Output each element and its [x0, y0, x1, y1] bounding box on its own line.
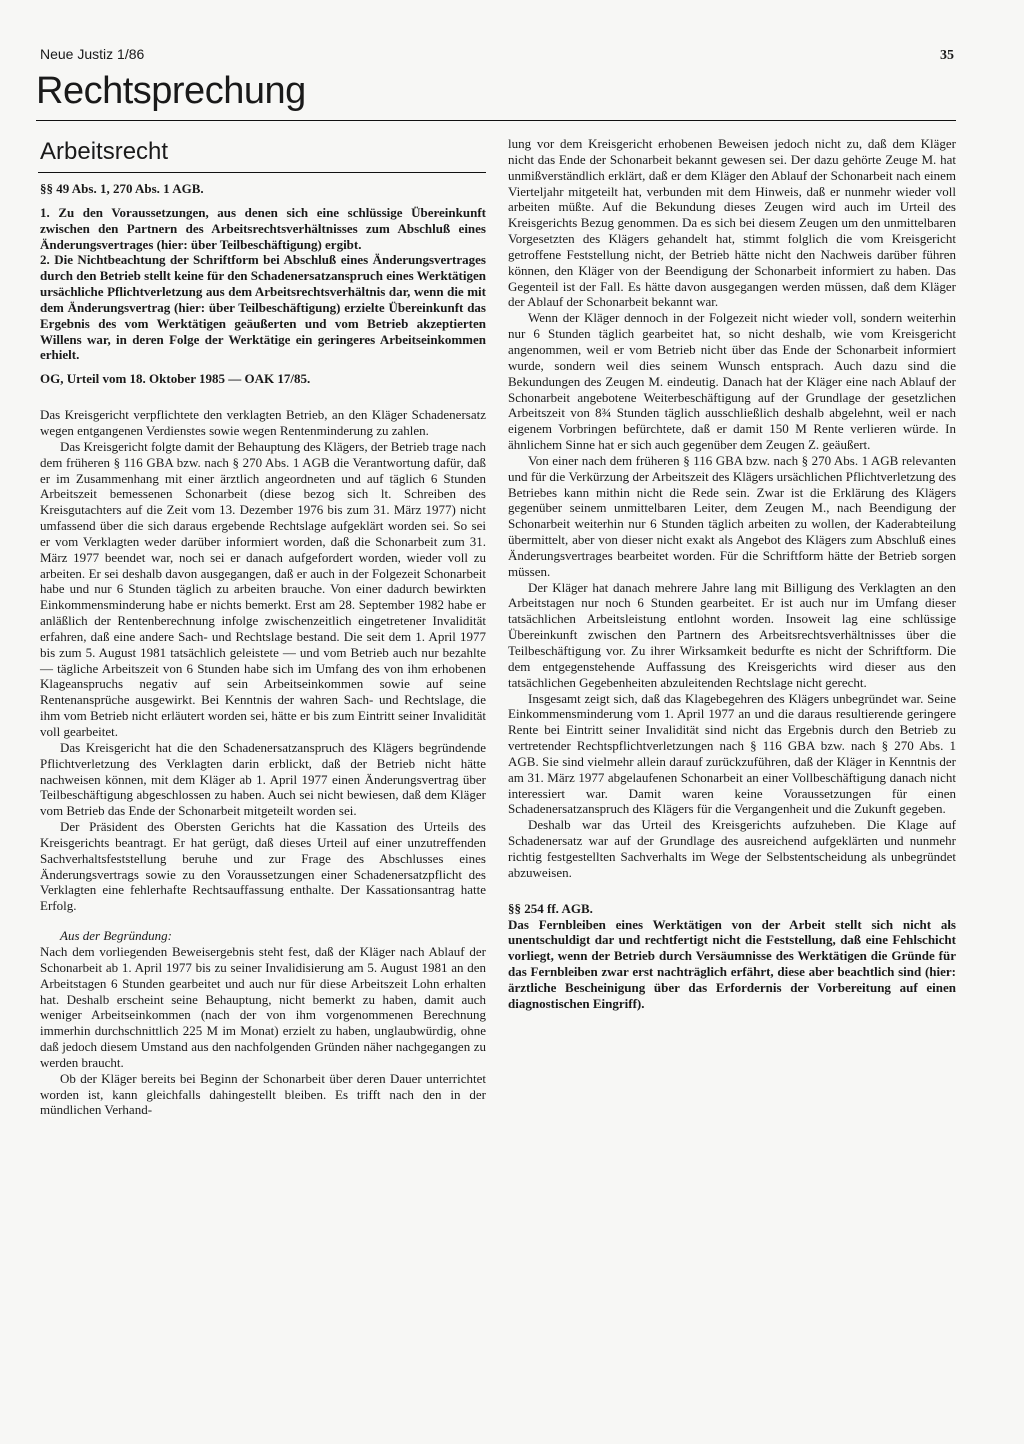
right-column [508, 136, 956, 1012]
paragraph: Der Kläger hat danach mehrere Jahre lang mit Billigung des Verklagten an den Arbeitstagen nur noch 6 Stunden gearbeitet. Er ist auch nur im Umfang dieser tatsächlichen Arbeitsleistung entlohnt worden. Insoweit lag eine schlüssige Übereinkunft zwischen den Partnern des Arbeitsrechtsverhältnisses über die Teilbeschäftigung vor. Zu ihrer Wirksamkeit bedurfte es nicht der Schriftform. Die dem entgegenstehende Auffassung des Kreisgerichts wird dieser aus den tatsächlichen Gegebenheiten abzuleitenden Rechtslage nicht gerecht. [508, 579, 956, 690]
paragraph: Deshalb war das Urteil des Kreisgerichts aufzuheben. Die Klage auf Schadenersatz war auf der Grundlage des ausreichend aufgeklärten und nunmehr richtig festgestellten Sachverhalts im Wege der Selbstentscheidung als unbegründet abzuweisen. [508, 817, 956, 880]
paragraph: Das Kreisgericht verpflichtete den verklagten Betrieb, an den Kläger Schadenersatz wegen entgangenen Verdienstes sowie wegen Rentenminderung zu zahlen. [40, 407, 486, 438]
paragraph: Das Kreisgericht hat die den Schadenersatzanspruch des Klägers begründende Pflichtverletzung des Verklagten darin erblickt, daß der Betrieb nicht hätte nachweisen können, mit dem Kläger ab 1. April 1977 einen Änderungsvertrag über Teilbeschäftigung abgeschlossen zu haben. Auch sei nicht bewiesen, daß dem Kläger vom Betrieb das Ende der Schonarbeit mitgeteilt worden sei. [40, 739, 486, 819]
paragraph: Von einer nach dem früheren § 116 GBA bzw. nach § 270 Abs. 1 AGB relevanten und für die Verkürzung der Arbeitszeit des Klägers ursächlichen Pflichtverletzung des Betriebes kann mithin nicht die Rede sein. Zwar ist die Erklärung des Klägers gegenüber seinem unmittelbaren Leiter, dem Zeugen M., nach Beendigung der Schonarbeit weiterhin nur 6 Stunden täglich arbeiten zu wollen, der Kaderabteilung übermittelt, aber von dieser nicht exakt als Angebot des Klägers zum Abschluß eines Änderungsvertrages bearbeitet worden. Für die Schriftform hätte der Betrieb sorgen müssen. [508, 452, 956, 579]
citation: §§ 254 ff. AGB. [508, 900, 593, 916]
headnote: Das Fernbleiben eines Werktätigen von der Arbeit stellt sich nicht als unentschuldigt dar und rechtfertigt nicht die Feststellung, daß eine Fehlschicht vorliegt, wenn der Betrieb durch Versäumnisse des Werktätigen die Gründe für das Fernbleiben zwar erst nachträglich erfährt, diese aber beachtlich sind (hier: ärztliche Bescheinigung über das Erfordernis der Vorbereitung auf einen diagnostischen Eingriff). [508, 916, 956, 1011]
header-rule [36, 120, 956, 121]
journal-title: Neue Justiz 1/86 [40, 46, 145, 62]
paragraph: Nach dem vorliegenden Beweisergebnis steht fest, daß der Kläger nach Ablauf der Schonarbeit ab 1. April 1977 bis zu seiner Invalidisierung am 5. August 1981 an den Arbeitstagen 6 Stunden gearbeitet und auch nur für diese Arbeitszeit Lohn erhalten hat. Deshalb erscheint seine Behauptung, nicht bemerkt zu haben, damit auch weniger Arbeitseinkommen (nach der von ihm vorgenommenen Berechnung immerhin durchschnittlich 225 M im Monat) erzielt zu haben, unglaubwürdig, ohne daß jedoch diesem Umstand aus den nachfolgenden Gründen näher nachgegangen zu werden braucht. [40, 943, 486, 1070]
subtitle-rule [38, 172, 486, 173]
section-subtitle: Arbeitsrecht [40, 138, 169, 165]
headnote: 2. Die Nichtbeachtung der Schriftform bei Abschluß eines Änderungsvertrages durch den Betrieb stellt keine für den Schadenersatzanspruch eines Werktätigen ursächliche Pflichtverletzung aus dem Arbeitsrechtsverhältnis dar, wenn die mit dem Änderungsvertrag (hier: über Teilbeschäftigung) erzielte Übereinkunft das Ergebnis des vom Werktätigen geäußerten und vom Betrieb akzeptierten Willens war, in deren Folge der Werktätige ein geringeres Arbeitseinkommen erhielt. [40, 252, 486, 363]
left-column [40, 181, 486, 1118]
page-number: 35 [940, 48, 954, 63]
citation: §§ 49 Abs. 1, 270 Abs. 1 AGB. [40, 181, 204, 196]
paragraph: Der Präsident des Obersten Gerichts hat die Kassation des Urteils des Kreisgerichts beantragt. Er hat gerügt, daß dieses Urteil auf einer unzutreffenden Sachverhaltsfeststellung beruhe und zur Frage des Abschlusses eines Änderungsvertrags sowie zu den Voraussetzungen einer Schadenersatzpflicht des Verklagten eine fehlerhafte Rechtsauffassung enthalte. Der Kassationsantrag hatte Erfolg. [40, 819, 486, 914]
section-title: Rechtsprechung [36, 70, 306, 112]
paragraph: Das Kreisgericht folgte damit der Behauptung des Klägers, der Betrieb trage nach dem früheren § 116 GBA bzw. nach § 270 Abs. 1 AGB die Verantwortung dafür, daß er im Zusammenhang mit einer ärztlich angeordneten und auf täglich 6 Stunden Arbeitszeit bemessenen Schonarbeit (diese bezog sich lt. Schreiben des Kreisgutachters auf die Zeit vom 13. Dezember 1976 bis zum 31. März 1977) nicht umfassend über die sich daraus ergebende Rechtslage aufgeklärt worden sei. So sei er vom Verklagten weder darüber informiert worden, daß die Schonarbeit zum 31. März 1977 beendet war, noch sei er danach aufgefordert worden, wieder voll zu arbeiten. Er sei deshalb davon ausgegangen, daß er auch in der Folgezeit Schonarbeit habe und nur 6 Stunden täglich zu arbeiten brauche. Von einer dadurch bewirkten Einkommensminderung habe er nichts bemerkt. Erst am 28. September 1982 habe er anläßlich der Rentenberechnung infolge zwischenzeitlich eingetretener Invalidität erfahren, daß eine andere Sach- und Rechtslage bestand. Die seit dem 1. April 1977 bis zum 5. August 1981 tatsächlich geleistete — und vom Betrieb auch nur bezahlte — tägliche Arbeitszeit von 6 Stunden habe sich im Umfang des von ihm erhobenen Klageanspruchs negativ auf sein Arbeitseinkommen sowie auf seine Rentenansprüche ausgewirkt. Bei Kenntnis der wahren Sach- und Rechtslage, die ihm vom Betrieb nicht erläutert worden sei, hätte er bis zum Eintritt seiner Invalidität voll gearbeitet. [40, 438, 486, 739]
paragraph: Insgesamt zeigt sich, daß das Klagebegehren des Klägers unbegründet war. Seine Einkommensminderung vom 1. April 1977 an und die daraus resultierende geringere Rente bei Eintritt seiner Invalidität sind nicht das Ergebnis durch den Betrieb zu vertretender Rechtspflichtverletzungen nach § 116 GBA bzw. nach § 270 Abs. 1 AGB. Sie sind vielmehr allein darauf zurückzuführen, daß der Kläger in Kenntnis der am 31. März 1977 abgelaufenen Schonarbeit an einer Vollbeschäftigung danach nicht interessiert war. Damit waren keine Voraussetzungen für einen Schadenersatzanspruch des Klägers für die Vergangenheit und die Zukunft gegeben. [508, 690, 956, 817]
reasons-heading: Aus der Begründung: [60, 928, 172, 944]
headnote: 1. Zu den Voraussetzungen, aus denen sich eine schlüssige Übereinkunft zwischen den Partnern des Arbeitsrechtsverhältnisses zum Abschluß eines Änderungsvertrages (hier: über Teilbeschäftigung) ergibt. [40, 204, 486, 252]
court-reference: OG, Urteil vom 18. Oktober 1985 — OAK 17/85. [40, 371, 311, 387]
paragraph: Ob der Kläger bereits bei Beginn der Schonarbeit über deren Dauer unterrichtet worden ist, kann gleichfalls dahingestellt bleiben. Es trifft nach den in der mündlichen Verhand- [40, 1070, 486, 1118]
paragraph: lung vor dem Kreisgericht erhobenen Beweisen jedoch nicht zu, daß dem Kläger nicht das Ende der Schonarbeit bekannt gewesen sei. Der dazu gehörte Zeuge M. hat unmißverständlich erklärt, daß er dem Kläger den Ablauf der Schonarbeit nach einem Vierteljahr mitgeteilt hat, verbunden mit dem Hinweis, daß er nunmehr wieder voll arbeiten müßte. Auf die Bekundung dieses Zeugen wird auch im Urteil des Kreisgerichts Bezug genommen. Da es sich bei diesem Zeugen um den unmittelbaren Vorgesetzten des Klägers gehandelt hat, stimmt folglich die vom Kreisgericht getroffene Feststellung nicht, der Betrieb hätte nicht den Nachweis darüber führen können, den Kläger von der Beendigung der Schonarbeit informiert zu haben. Das Gegenteil ist der Fall. Es hätte davon ausgegangen werden müssen, daß dem Kläger der Ablauf der Schonarbeit bekannt war. [508, 136, 956, 310]
paragraph: Wenn der Kläger dennoch in der Folgezeit nicht wieder voll, sondern weiterhin nur 6 Stunden täglich gearbeitet hat, so nicht deshalb, wie vom Kreisgericht angenommen, weil er vom Betrieb nicht über das Ende der Schonarbeit informiert wurde, sondern weil dies seinem Wunsch entsprach. Auch dazu sind die Bekundungen des Zeugen M. eindeutig. Danach hat der Kläger eine nach Ablauf der Schonarbeit angebotene Weiterbeschäftigung auf der Grundlage der gesetzlichen Arbeitszeit von 8¾ Stunden täglich ausschließlich deshalb abgelehnt, weil er nach eigenem Vorbringen befürchtete, daß er damit 150 M Rente verlieren würde. In ähnlichem Sinne hat er sich auch gegenüber dem Zeugen Z. geäußert. [508, 310, 956, 453]
